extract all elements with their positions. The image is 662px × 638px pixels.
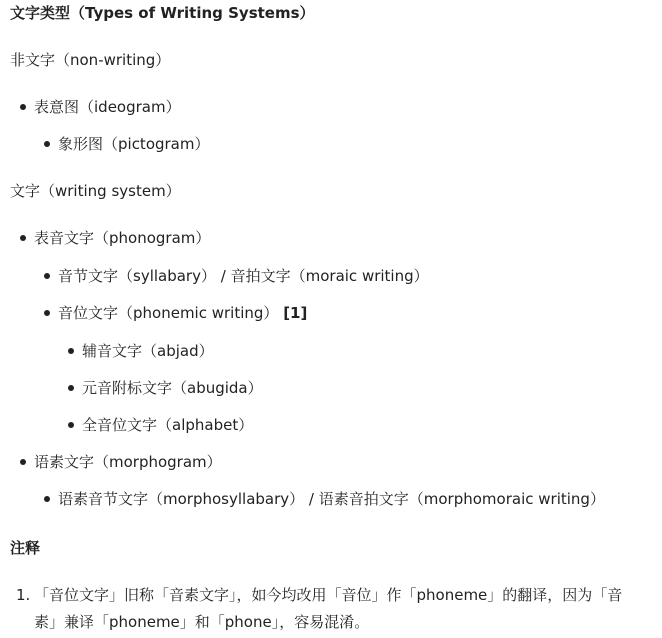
bullet-icon [68,385,74,391]
bullet-icon [20,459,26,465]
list-item-phonogram: 表音文字（phonogram） [34,229,211,247]
bullet-icon [44,273,50,279]
slash-separator: / [220,267,226,285]
slash-separator: / [308,490,314,508]
list-item-ideogram: 表意图（ideogram） [34,98,181,116]
morphosyllabary-label: 语素音节文字（morphosyllabary） [58,490,305,508]
heading-non-writing: 非文字（non-writing） [10,51,171,69]
list-item-abjad: 辅音文字（abjad） [82,342,214,360]
syllabary-label: 音节文字（syllabary） [58,267,216,285]
bullet-icon [68,422,74,428]
list-item-syllabary [58,266,429,286]
notes-heading: 注释 [10,539,41,557]
list-item-pictogram: 象形图（pictogram） [58,135,210,153]
morphomoraic-label: 语素音拍文字（morphomoraic writing） [318,490,605,508]
bullet-icon [20,104,26,110]
bullet-icon [44,310,50,316]
list-item-alphabet: 全音位文字（alphabet） [82,416,254,434]
note-text-line-1: 「音位文字」旧称「音素文字」，如今均改用「音位」作「phoneme」的翻译，因为「音 [34,586,623,604]
bullet-icon [20,235,26,241]
list-item-abugida: 元音附标文字（abugida） [82,379,263,397]
bullet-icon [44,141,50,147]
list-item-morphogram: 语素文字（morphogram） [34,453,222,471]
phonemic-label: 音位文字（phonemic writing） [58,304,279,322]
list-item-phonemic [58,303,307,323]
bullet-icon [68,348,74,354]
page-title: 文字类型（Types of Writing Systems） [10,4,315,22]
heading-writing-system: 文字（writing system） [10,182,181,200]
moraic-label: 音拍文字（moraic writing） [230,267,429,285]
footnote-ref-link[interactable]: [1] [283,304,308,322]
list-item-morphosyllabary [58,489,605,509]
note-text-line-2: 素」兼译「phoneme」和「phone」，容易混淆。 [34,613,370,631]
note-number: 1. [16,586,31,604]
bullet-icon [44,496,50,502]
